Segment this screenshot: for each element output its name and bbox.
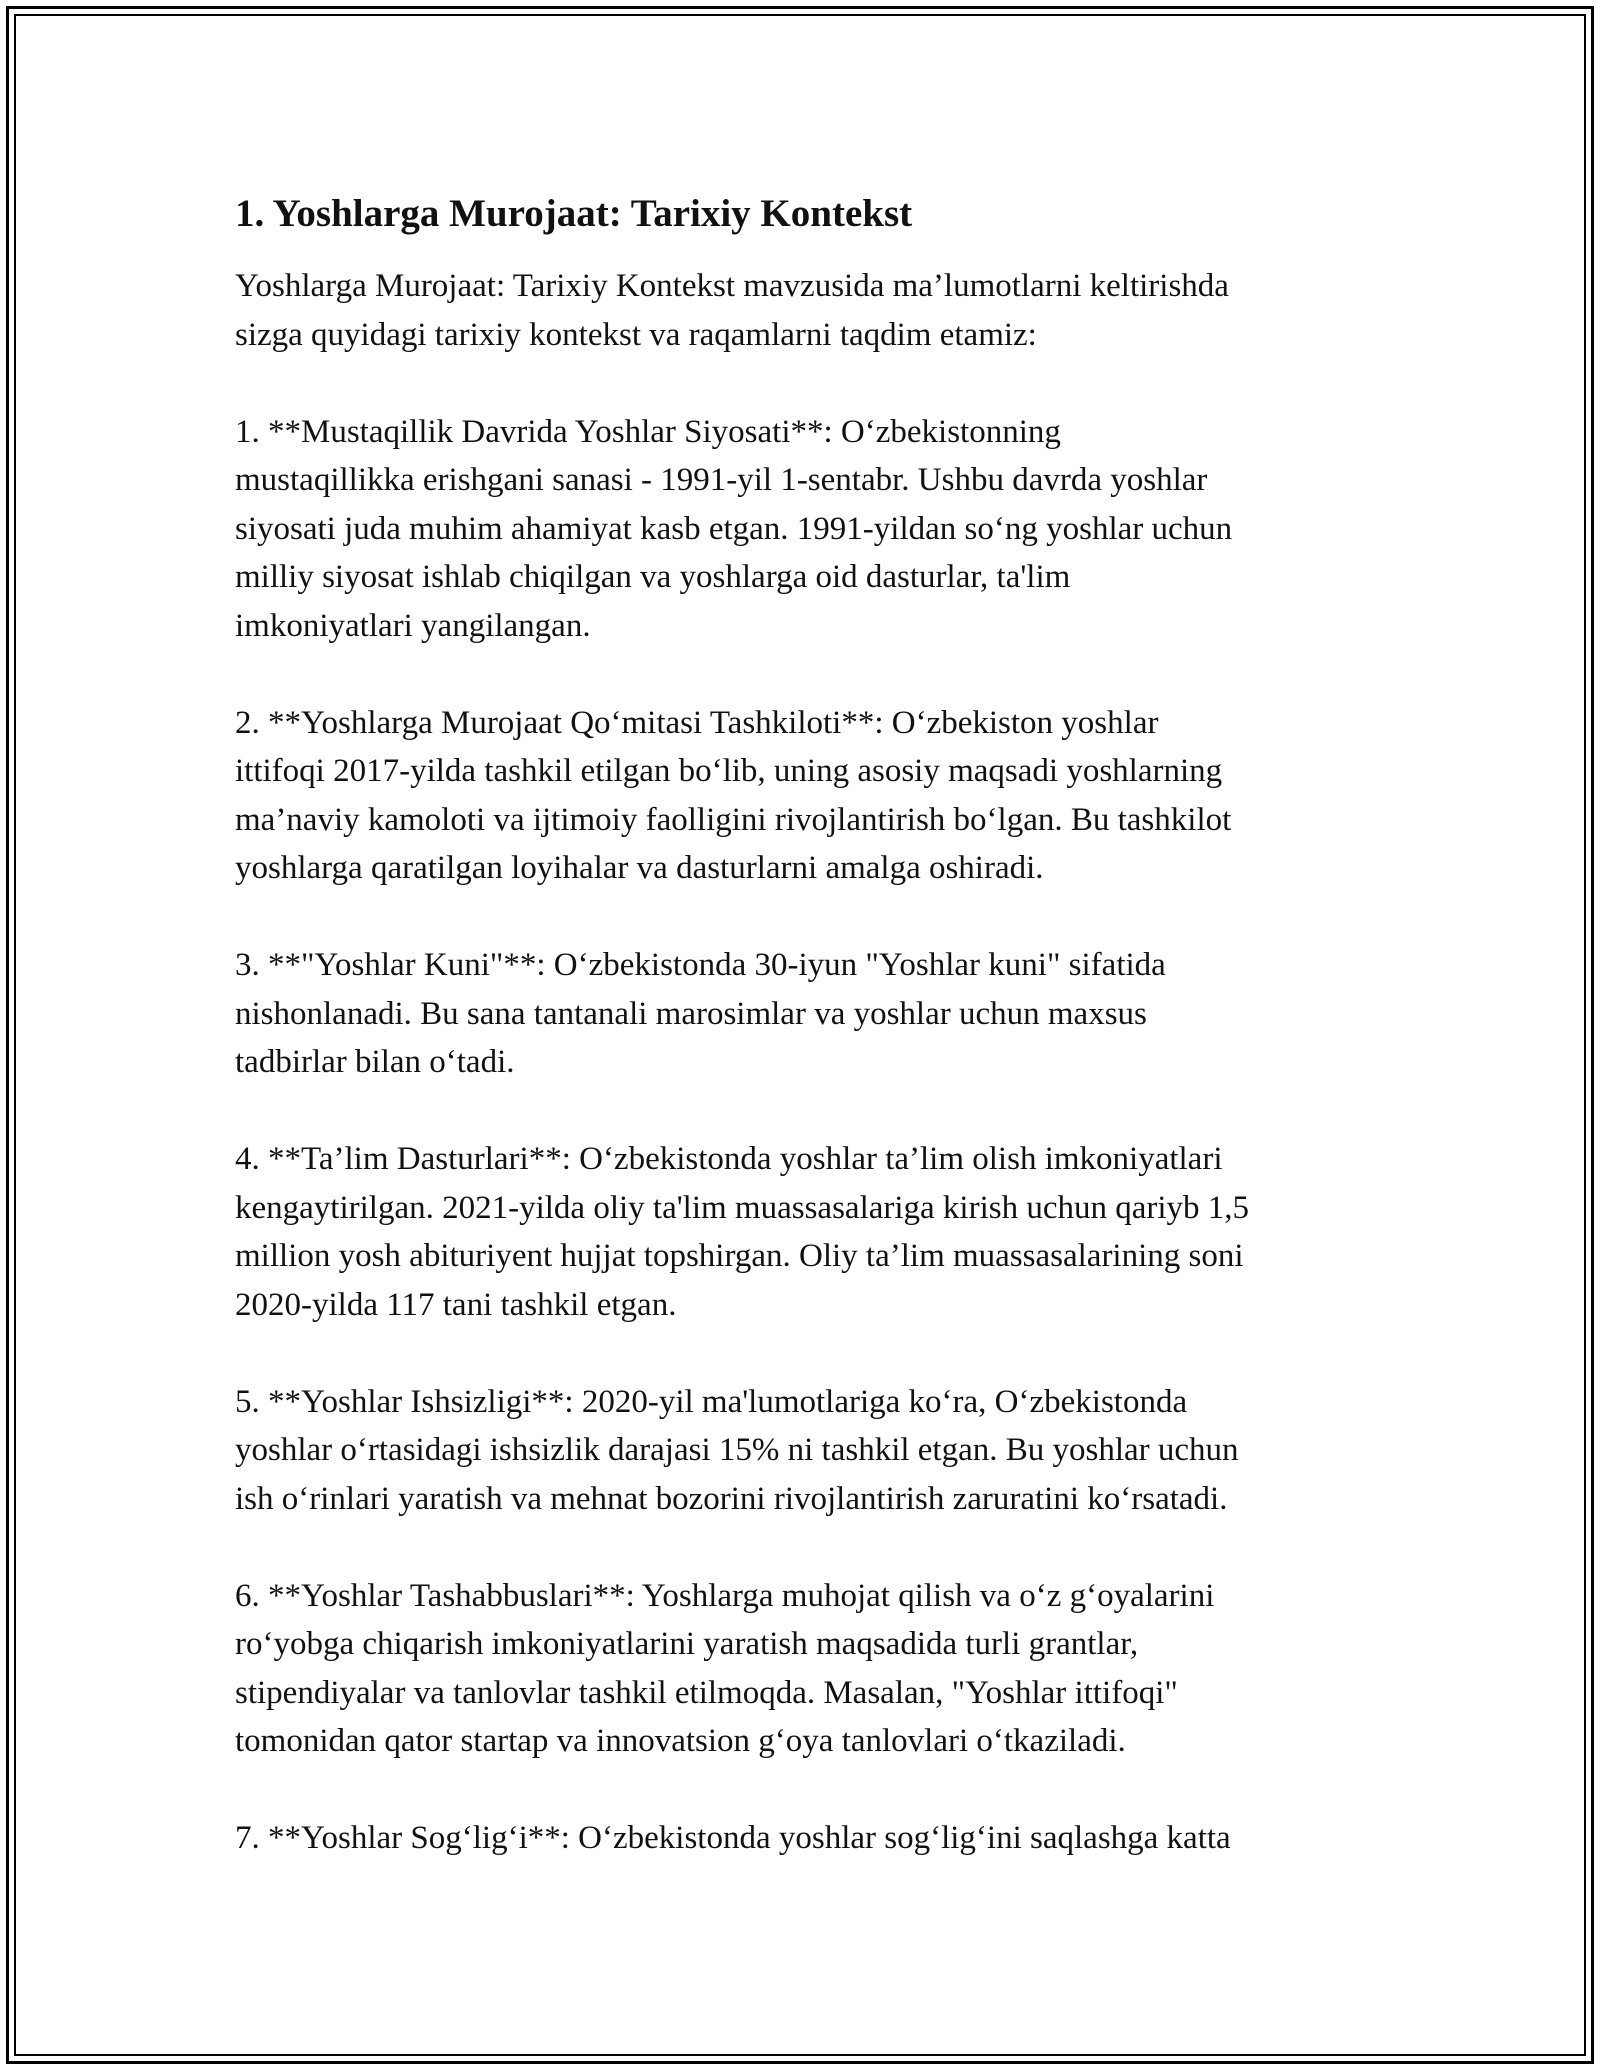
paragraph-item-5: 5. **Yoshlar Ishsizligi**: 2020-yil ma'lumotlariga ko‘ra, O‘zbekistonda yoshlar o‘rtasidagi ishsizlik darajasi 15% ni tashkil etgan. Bu yoshlar uchun ish o‘rinlari yaratish va mehnat bozorini rivojlantirish zaruratini ko‘rsatadi.	[235, 1383, 1239, 1517]
paragraph-item-4: 4. **Ta’lim Dasturlari**: O‘zbekistonda yoshlar ta’lim olish imkoniyatlari kengaytirilgan. 2021-yilda oliy ta'lim muassasalariga kirish uchun qariyb 1,5 million yosh abituriyent hujjat topshirgan. Oliy ta’lim muassasalarining soni 2020-yilda 117 tani tashkil etgan.	[235, 1141, 1250, 1323]
paragraph-intro: Yoshlarga Murojaat: Tarixiy Kontekst mavzusida ma’lumotlarni keltirishda sizga quyidagi tarixiy kontekst va raqamlarni taqdim etamiz:	[235, 268, 1229, 353]
document-title: 1. Yoshlarga Murojaat: Tarixiy Kontekst	[235, 192, 913, 235]
paragraph-item-7: 7. **Yoshlar Sog‘lig‘i**: O‘zbekistonda yoshlar sog‘lig‘ini saqlashga katta	[235, 1820, 1231, 1856]
paragraph-item-6: 6. **Yoshlar Tashabbuslari**: Yoshlarga muhojat qilish va o‘z g‘oyalarini ro‘yobga chiqarish imkoniyatlarini yaratish maqsadida turli grantlar, stipendiyalar va tanlovlar tashkil etilmoqda. Masalan, "Yoshlar ittifoqi" tomonidan qator startap va innovatsion g‘oya tanlovlari o‘tkaziladi.	[235, 1577, 1215, 1759]
paragraph-item-2: 2. **Yoshlarga Murojaat Qo‘mitasi Tashkiloti**: O‘zbekiston yoshlar ittifoqi 2017-yilda tashkil etilgan bo‘lib, uning asosiy maqsadi yoshlarning ma’naviy kamoloti va ijtimoiy faolligini rivojlantirish bo‘lgan. Bu tashkilot yoshlarga qaratilgan loyihalar va dasturlarni amalga oshiradi.	[235, 704, 1232, 886]
paragraph-item-1: 1. **Mustaqillik Davrida Yoshlar Siyosati**: O‘zbekistonning mustaqillikka erishgani sanasi - 1991-yil 1-sentabr. Ushbu davrda yoshlar siyosati juda muhim ahamiyat kasb etgan. 1991-yildan so‘ng yoshlar uchun milliy siyosat ishlab chiqilgan va yoshlarga oid dasturlar, ta'lim imkoniyatlari yangilangan.	[235, 413, 1233, 644]
document-body	[235, 186, 1375, 1911]
paragraph-item-3: 3. **"Yoshlar Kuni"**: O‘zbekistonda 30-iyun "Yoshlar kuni" sifatida nishonlanadi. Bu sana tantanali marosimlar va yoshlar uchun maxsus tadbirlar bilan o‘tadi.	[235, 947, 1166, 1080]
